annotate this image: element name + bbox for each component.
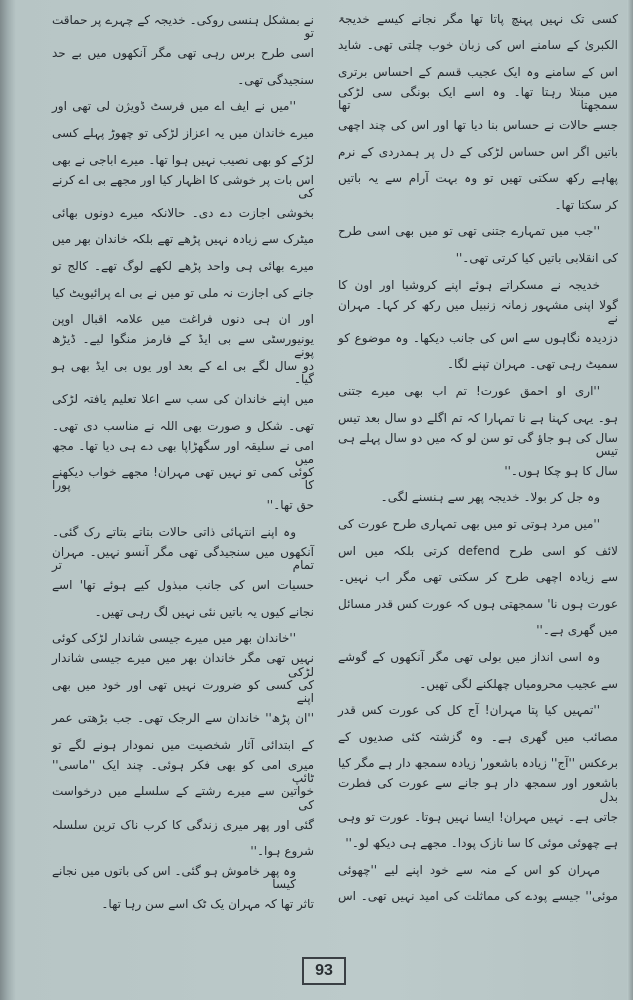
text-line: میری امی کو بھی فکر ہوئی۔ چند ایک ''ماسی'' ٹائپ — [52, 757, 314, 785]
text-line: میں مبتلا رہتا تھا۔ وہ اسے ایک بونگی سی لڑکی سمجھتا تھا — [338, 84, 618, 113]
text-line: اس بات پر خوشی کا اظہار کیا اور مجھے بی اے کرنے کی — [52, 172, 314, 200]
text-line: کی کسی کو ضرورت نہیں تھی اور خود میں بھی اپنے — [52, 677, 314, 706]
text-line: میٹرک سے زیادہ نہیں پڑھے تھے بلکہ خاندان بھر میں — [52, 232, 314, 247]
text-line: ''تمہیں کیا پتا مہران! آج کل کی عورت کس قدر — [338, 703, 600, 718]
text-line: اور ان ہی دنوں فراغت میں علامہ اقبال اوپن — [52, 312, 314, 327]
paragraph — [52, 626, 314, 865]
paragraph — [52, 519, 314, 625]
text-column-right — [338, 6, 618, 910]
text-line: وہ جل کر بولا۔ خدیجہ پھر سے ہنسنے لگی۔ — [380, 490, 600, 505]
text-line: سال کا ہو چکا ہوں۔'' — [504, 463, 618, 478]
text-line: حق تھا۔'' — [266, 498, 314, 513]
text-line: باشعور اور سمجھ دار ہو جانے سے عورت کی فطرت بدل — [338, 776, 618, 804]
text-line: حسیات اس کی جانب مبذول کیے ہوئے تھا' اسے — [52, 578, 314, 593]
text-line: پھاہے رکھ سکتی تھیں تو وہ بہت آرام سے یہ باتیں — [338, 171, 618, 186]
paragraph — [52, 14, 314, 94]
text-line: امی نے سلیقہ اور سگھڑاپا بھی دے ہی دیا تھا۔ مجھ میں — [52, 438, 314, 466]
paragraph — [338, 219, 618, 272]
text-line: وہ اسی انداز میں بولی تھی مگر آنکھوں کے گوشے — [338, 649, 600, 664]
paragraph — [338, 272, 618, 378]
text-line: گولا اپنی مشہور زمانہ زنبیل میں رکھ کر کہا۔ مہران نے — [338, 297, 618, 325]
paragraph — [52, 865, 314, 918]
text-line: ''ان پڑھ'' خاندان سے الرجک تھی۔ جب بڑھتی عمر — [52, 711, 314, 726]
text-line: باتیں اگر اس حساس لڑکی کے دل پر ہمدردی کے نرم — [338, 144, 618, 159]
text-line: ہے چھوئی موئی کا سا نازک پودا۔ مجھے ہی دیکھ لو۔'' — [345, 836, 618, 851]
paragraph — [338, 857, 618, 910]
text-line: وہ پھر خاموش ہو گئی۔ اس کی باتوں میں نجانے کیسا — [52, 864, 296, 892]
text-line: میرے خاندان میں یہ اعزاز لڑکی تو چھوڑ پہلے کسی — [52, 126, 314, 141]
paragraph — [338, 697, 618, 857]
text-line: تھی۔ شکل و صورت بھی اللہ نے مناسب دی تھی۔ — [52, 418, 314, 433]
paragraph — [338, 485, 618, 512]
text-line: میرے بھائی ہی واحد پڑھے لکھے لوگ تھے۔ کالج تو — [52, 259, 314, 274]
text-line: گئی اور پھر میری زندگی کا کرب ناک ترین سلسلہ — [52, 817, 314, 832]
text-line: آنکھوں میں سنجیدگی تھی مگر آنسو نہیں۔ مہران تمام تر — [52, 544, 314, 573]
text-line: خواتین سے میرے رشتے کے سلسلے میں درخواست کی — [52, 784, 314, 812]
paragraph — [338, 6, 618, 219]
text-line: جاتی ہے۔ نہیں مہران! ایسا نہیں ہوتا۔ عورت تو وہی — [338, 809, 618, 824]
text-line: دو سال لگے بی اے کے بعد اور یوں بی ایڈ بھی ہو گیا۔ — [52, 358, 314, 387]
text-line: سے زیادہ اچھی طرح کر سکتی تھی مگر اب نہیں۔ — [338, 570, 618, 585]
text-line: مہران کو اس کے منہ سے خود اپنے لیے ''چھوئی — [338, 862, 600, 877]
text-line: بخوشی اجازت دے دی۔ حالانکہ میرے دونوں بھائی — [52, 205, 314, 220]
text-line: موئی'' جیسے پودے کی مماثلت کی امید نہیں تھی۔ اس — [338, 889, 618, 904]
paragraph — [338, 511, 618, 644]
text-line: نجانے کیوں یہ باتیں نئی نہیں لگ رہی تھیں۔ — [94, 604, 314, 619]
text-line: دزدیدہ نگاہوں سے اس کی جانب دیکھا۔ وہ موضوع کو — [338, 330, 618, 345]
text-line: سال کی ہو جاؤ گی تو سن لو کہ میں دو سال پہلے ہی تیس — [338, 430, 618, 458]
text-line: عورت ہوں نا' سمجھتی ہوں کہ عورت کس قدر مسائل — [338, 596, 618, 611]
text-line: تاثر تھا کہ مہران یک ٹک اسے سن رہا تھا۔ — [101, 897, 314, 912]
text-line: ''اری او احمق عورت! تم اب بھی میرے جتنی — [338, 384, 600, 399]
text-line: سنجیدگی تھی۔ — [237, 72, 314, 87]
paragraph — [52, 94, 314, 520]
page-edge-shadow — [627, 0, 633, 1000]
text-line: کی انقلابی باتیں کیا کرتی تھی۔'' — [455, 251, 618, 266]
text-line: میں گھری ہے۔'' — [536, 623, 618, 638]
text-line: لڑکے کو بھی نصیب نہیں ہوا تھا۔ میرے اباجی نے بھی — [52, 152, 314, 167]
text-line: مصائب میں گھری ہے۔ وہ گزشتہ کئی صدیوں کے — [338, 729, 618, 744]
text-line: یونیورسٹی سے بی ایڈ کے فارمز منگوا لیے۔ ڈیڑھ پونے — [52, 332, 314, 360]
text-line: ''میں مرد ہوتی تو میں بھی تمہاری طرح عورت کی — [338, 516, 600, 531]
text-line: ''خاندان بھر میں میرے جیسی شاندار لڑکی کوئی — [52, 631, 296, 646]
text-line: سے عجیب محرومیاں چھلکنے لگی تھیں۔ — [419, 676, 618, 691]
text-line: ہو۔ یہی کہنا ہے نا تمہارا کہ تم اگلے دو سال بعد تیس — [338, 410, 618, 425]
text-line: ''میں نے ایف اے میں فرسٹ ڈویژن لی تھی اور — [52, 99, 296, 114]
text-column-left — [52, 14, 314, 918]
paragraph — [338, 644, 618, 697]
text-line: کر سکتا تھا۔ — [554, 197, 618, 212]
text-line: اس کے سامنے وہ ایک عجیب قسم کے احساس برتری — [338, 64, 618, 79]
text-line: جسے حالات نے حساس بنا دیا تھا اور اس کی چند اچھی — [338, 118, 618, 133]
text-line: جانے کی اجازت نہ ملی تو میں نے بی اے پرائیویٹ کیا — [52, 285, 314, 300]
text-line: خدیجہ نے مسکراتے ہوئے اپنے کروشیا اور اون کا — [338, 277, 600, 292]
text-line: کسی تک نہیں پہنچ پاتا تھا مگر نجانے کیسے خدیجۃ — [338, 11, 618, 26]
text-line: لائف کو اسی طرح defend کرتی بلکہ میں اس — [338, 543, 618, 558]
text-line: برعکس ''آج'' زیادہ باشعور' زیادہ سمجھ دار ہے مگر کیا — [338, 756, 618, 771]
text-line: اسی طرح برس رہی تھی مگر آنکھوں میں بے حد — [52, 46, 314, 61]
text-line: میں اپنے خاندان کی سب سے اعلا تعلیم یافتہ لڑکی — [52, 392, 314, 407]
text-line: الکبریٰ کے سامنے اس کی زبان خوب چلتی تھی۔ شاید — [338, 38, 618, 53]
text-line: شروع ہوا۔'' — [250, 844, 314, 859]
page-number: 93 — [302, 957, 346, 985]
text-line: سمیٹ رہی تھی۔ مہران تپنے لگا۔ — [446, 357, 618, 372]
text-line: ''جب میں تمہارے جتنی تھی تو میں بھی اسی طرح — [338, 224, 600, 239]
text-line: نے بمشکل ہنسی روکی۔ خدیجہ کے چہرے پر حماقت تو — [52, 13, 314, 41]
text-line: کوئی کمی تو نہیں تھی مہران! مجھے خواب دیکھنے کا پورا — [52, 465, 314, 493]
text-line: کے ابتدائی آثار شخصیت میں نمودار ہونے لگے تو — [52, 737, 314, 752]
text-line: وہ اپنے انتہائی ذاتی حالات بتاتے بتاتے رک گئی۔ — [52, 524, 296, 539]
text-line: نہیں تھی مگر خاندان بھر میں میرے جیسی شاندار لڑکی — [52, 651, 314, 679]
paragraph — [338, 378, 618, 484]
